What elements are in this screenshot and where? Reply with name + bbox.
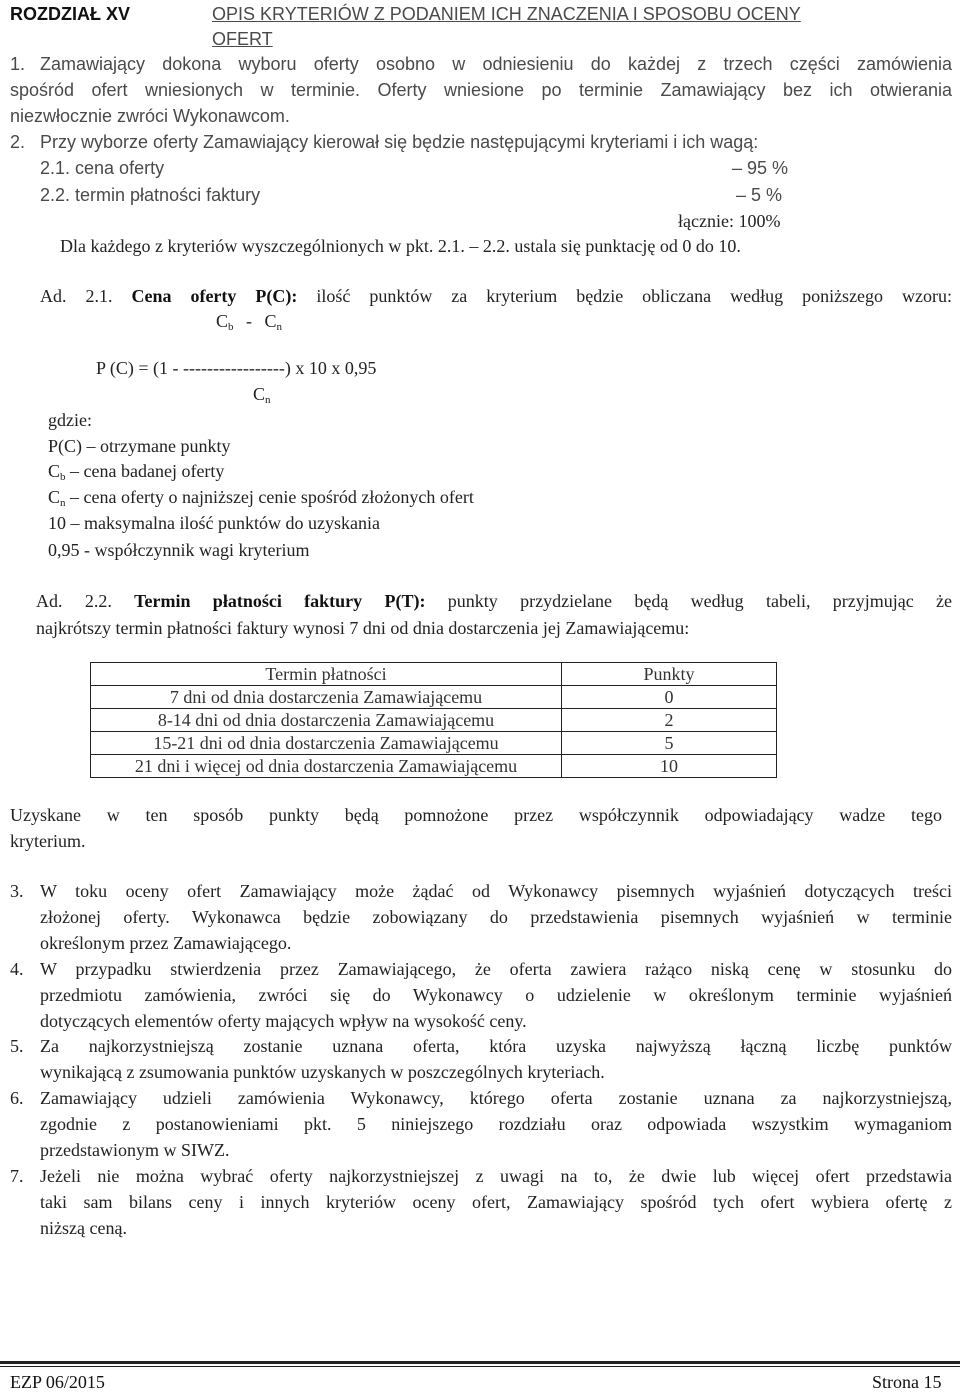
point-line: W toku oceny ofert Zamawiający może żądać od Wykonawcy pisemnych wyjaśnień dotyczących treści (40, 881, 952, 901)
criterion-payment-label: 2.2. termin płatności faktury (40, 185, 261, 205)
legend-where: gdzie: (48, 410, 92, 430)
point-1-line: niezwłocznie zwróci Wykonawcom. (10, 106, 290, 126)
point-1-number: 1. (10, 54, 26, 74)
point-line: niższą ceną. (40, 1218, 127, 1238)
ad-2-2-paragraph (36, 591, 952, 612)
point-line: W przypadku stwierdzenia przez Zamawiającego, że oferta zawiera rażąco niską cenę w stosunku do (40, 959, 952, 979)
point-line: Zamawiający udzieli zamówienia Wykonawcy, którego oferta zostanie uznana za najkorzystniejszą, (40, 1088, 952, 1108)
point-1-line: spośród ofert wniesionych w terminie. Oferty wniesione po terminie Zamawiający bez ich otwierania (10, 80, 952, 100)
point-number: 4. (10, 959, 24, 979)
point-line: Za najkorzystniejszą zostanie uznana oferta, która uzyska najwyższą łączną liczbę punktów (40, 1036, 952, 1056)
point-line: dotyczących elementów oferty mających wpływ na wysokość ceny. (40, 1011, 527, 1031)
ad-2-2-line: najkrótszy termin płatności faktury wynosi 7 dni od dnia dostarczenia jej Zamawiającemu: (36, 618, 690, 638)
table-header-row (91, 663, 777, 686)
point-line: przedmiotu zamówienia, zwróci się do Wykonawcy o udzielenie w określonym terminie wyjaśnień (40, 985, 952, 1005)
legend-line: 0,95 - współczynnik wagi kryterium (48, 540, 310, 560)
ad-2-1-bold: Cena oferty P(C): (131, 286, 298, 306)
ad-2-1-text: ilość punktów za kryterium będzie obliczana według poniższego wzoru: (316, 286, 953, 306)
table-cell: 0 (562, 686, 777, 709)
point-number: 7. (10, 1166, 24, 1186)
ad-2-1-paragraph (40, 286, 952, 307)
table-header-cell: Termin płatności (91, 663, 562, 686)
criterion-price-weight: – 95 % (732, 158, 789, 178)
chapter-title-line2: OFERT (212, 29, 273, 49)
table-header-cell: Punkty (562, 663, 777, 686)
scoring-range-note: Dla każdego z kryteriów wyszczególnionych w pkt. 2.1. – 2.2. ustala się punktację od 0 do 10. (60, 236, 741, 256)
table-row (91, 686, 777, 709)
point-line: wynikającą z zsumowania punktów uzyskanych w poszczególnych kryteriach. (40, 1062, 605, 1082)
table-cell: 21 dni i więcej od dnia dostarczenia Zamawiającemu (91, 755, 562, 778)
point-line: złożonej oferty. Wykonawca będzie zobowiązany do przedstawienia pisemnych wyjaśnień w terminie (40, 907, 952, 927)
criteria-total: łącznie: 100% (678, 211, 781, 231)
table-cell: 5 (562, 732, 777, 755)
point-number: 5. (10, 1036, 24, 1056)
legend-line: 10 – maksymalna ilość punktów do uzyskania (48, 513, 380, 533)
table-cell: 8-14 dni od dnia dostarczenia Zamawiającemu (91, 709, 562, 732)
ad-2-2-text: punkty przydzielane będą według tabeli, przyjmując że (447, 591, 953, 611)
criterion-price-label: 2.1. cena oferty (40, 158, 165, 178)
legend-line: P(C) – otrzymane punkty (48, 436, 231, 456)
point-2-number: 2. (10, 132, 26, 152)
after-table-line: Uzyskane w ten sposób punkty będą pomnożone przez współczynnik odpowiadający wadze tego (10, 805, 942, 825)
formula-denominator: $C_n$ (253, 384, 271, 406)
ad-2-1-prefix: Ad. 2.1. (40, 286, 113, 306)
table-row (91, 732, 777, 755)
criterion-payment-weight: – 5 % (736, 185, 783, 205)
table-cell: 10 (562, 755, 777, 778)
footer-rule (0, 1361, 960, 1364)
legend-line: $C_b$ – cena badanej oferty (48, 461, 225, 483)
table-row (91, 755, 777, 778)
point-line: Jeżeli nie można wybrać oferty najkorzystniejszej z uwagi na to, że dwie lub więcej ofert przedstawia (40, 1166, 952, 1186)
footer-rule (0, 1366, 960, 1367)
formula-numerator: $C_b - C_n$ (216, 311, 283, 333)
ad-2-2-bold: Termin płatności faktury P(T): (134, 591, 426, 611)
after-table-line: kryterium. (10, 831, 86, 851)
point-line: taki sam bilans ceny i innych kryteriów oceny ofert, Zamawiający spośród tych ofert wybiera ofertę z (40, 1192, 952, 1212)
payment-term-table (90, 662, 777, 778)
point-1-line: Zamawiający dokona wyboru oferty osobno w odniesieniu do każdej z trzech części zamówienia (40, 54, 952, 74)
footer-left: EZP 06/2015 (10, 1372, 105, 1392)
point-2-line: Przy wyborze oferty Zamawiający kierował się będzie następującymi kryteriami i ich wagą: (40, 132, 759, 152)
table-cell: 15-21 dni od dnia dostarczenia Zamawiającemu (91, 732, 562, 755)
point-number: 6. (10, 1088, 24, 1108)
table-cell: 7 dni od dnia dostarczenia Zamawiającemu (91, 686, 562, 709)
table-cell: 2 (562, 709, 777, 732)
table-row (91, 709, 777, 732)
formula-main: P (C) = (1 - -----------------) x 10 x 0,95 (96, 358, 377, 378)
chapter-label: ROZDZIAŁ XV (10, 4, 130, 24)
legend-line: $C_n$ – cena oferty o najniższej cenie spośród złożonych ofert (48, 487, 474, 509)
ad-2-2-prefix: Ad. 2.2. (36, 591, 112, 611)
point-line: przedstawionym w SIWZ. (40, 1140, 230, 1160)
point-line: zgodnie z postanowieniami pkt. 5 niniejszego rozdziału oraz odpowiada wszystkim wymaganiom (40, 1114, 952, 1134)
footer-page-number: Strona 15 (872, 1372, 942, 1392)
point-number: 3. (10, 881, 24, 901)
chapter-title-line1: OPIS KRYTERIÓW Z PODANIEM ICH ZNACZENIA I SPOSOBU OCENY (212, 4, 801, 24)
point-line: określonym przez Zamawiającego. (40, 933, 292, 953)
